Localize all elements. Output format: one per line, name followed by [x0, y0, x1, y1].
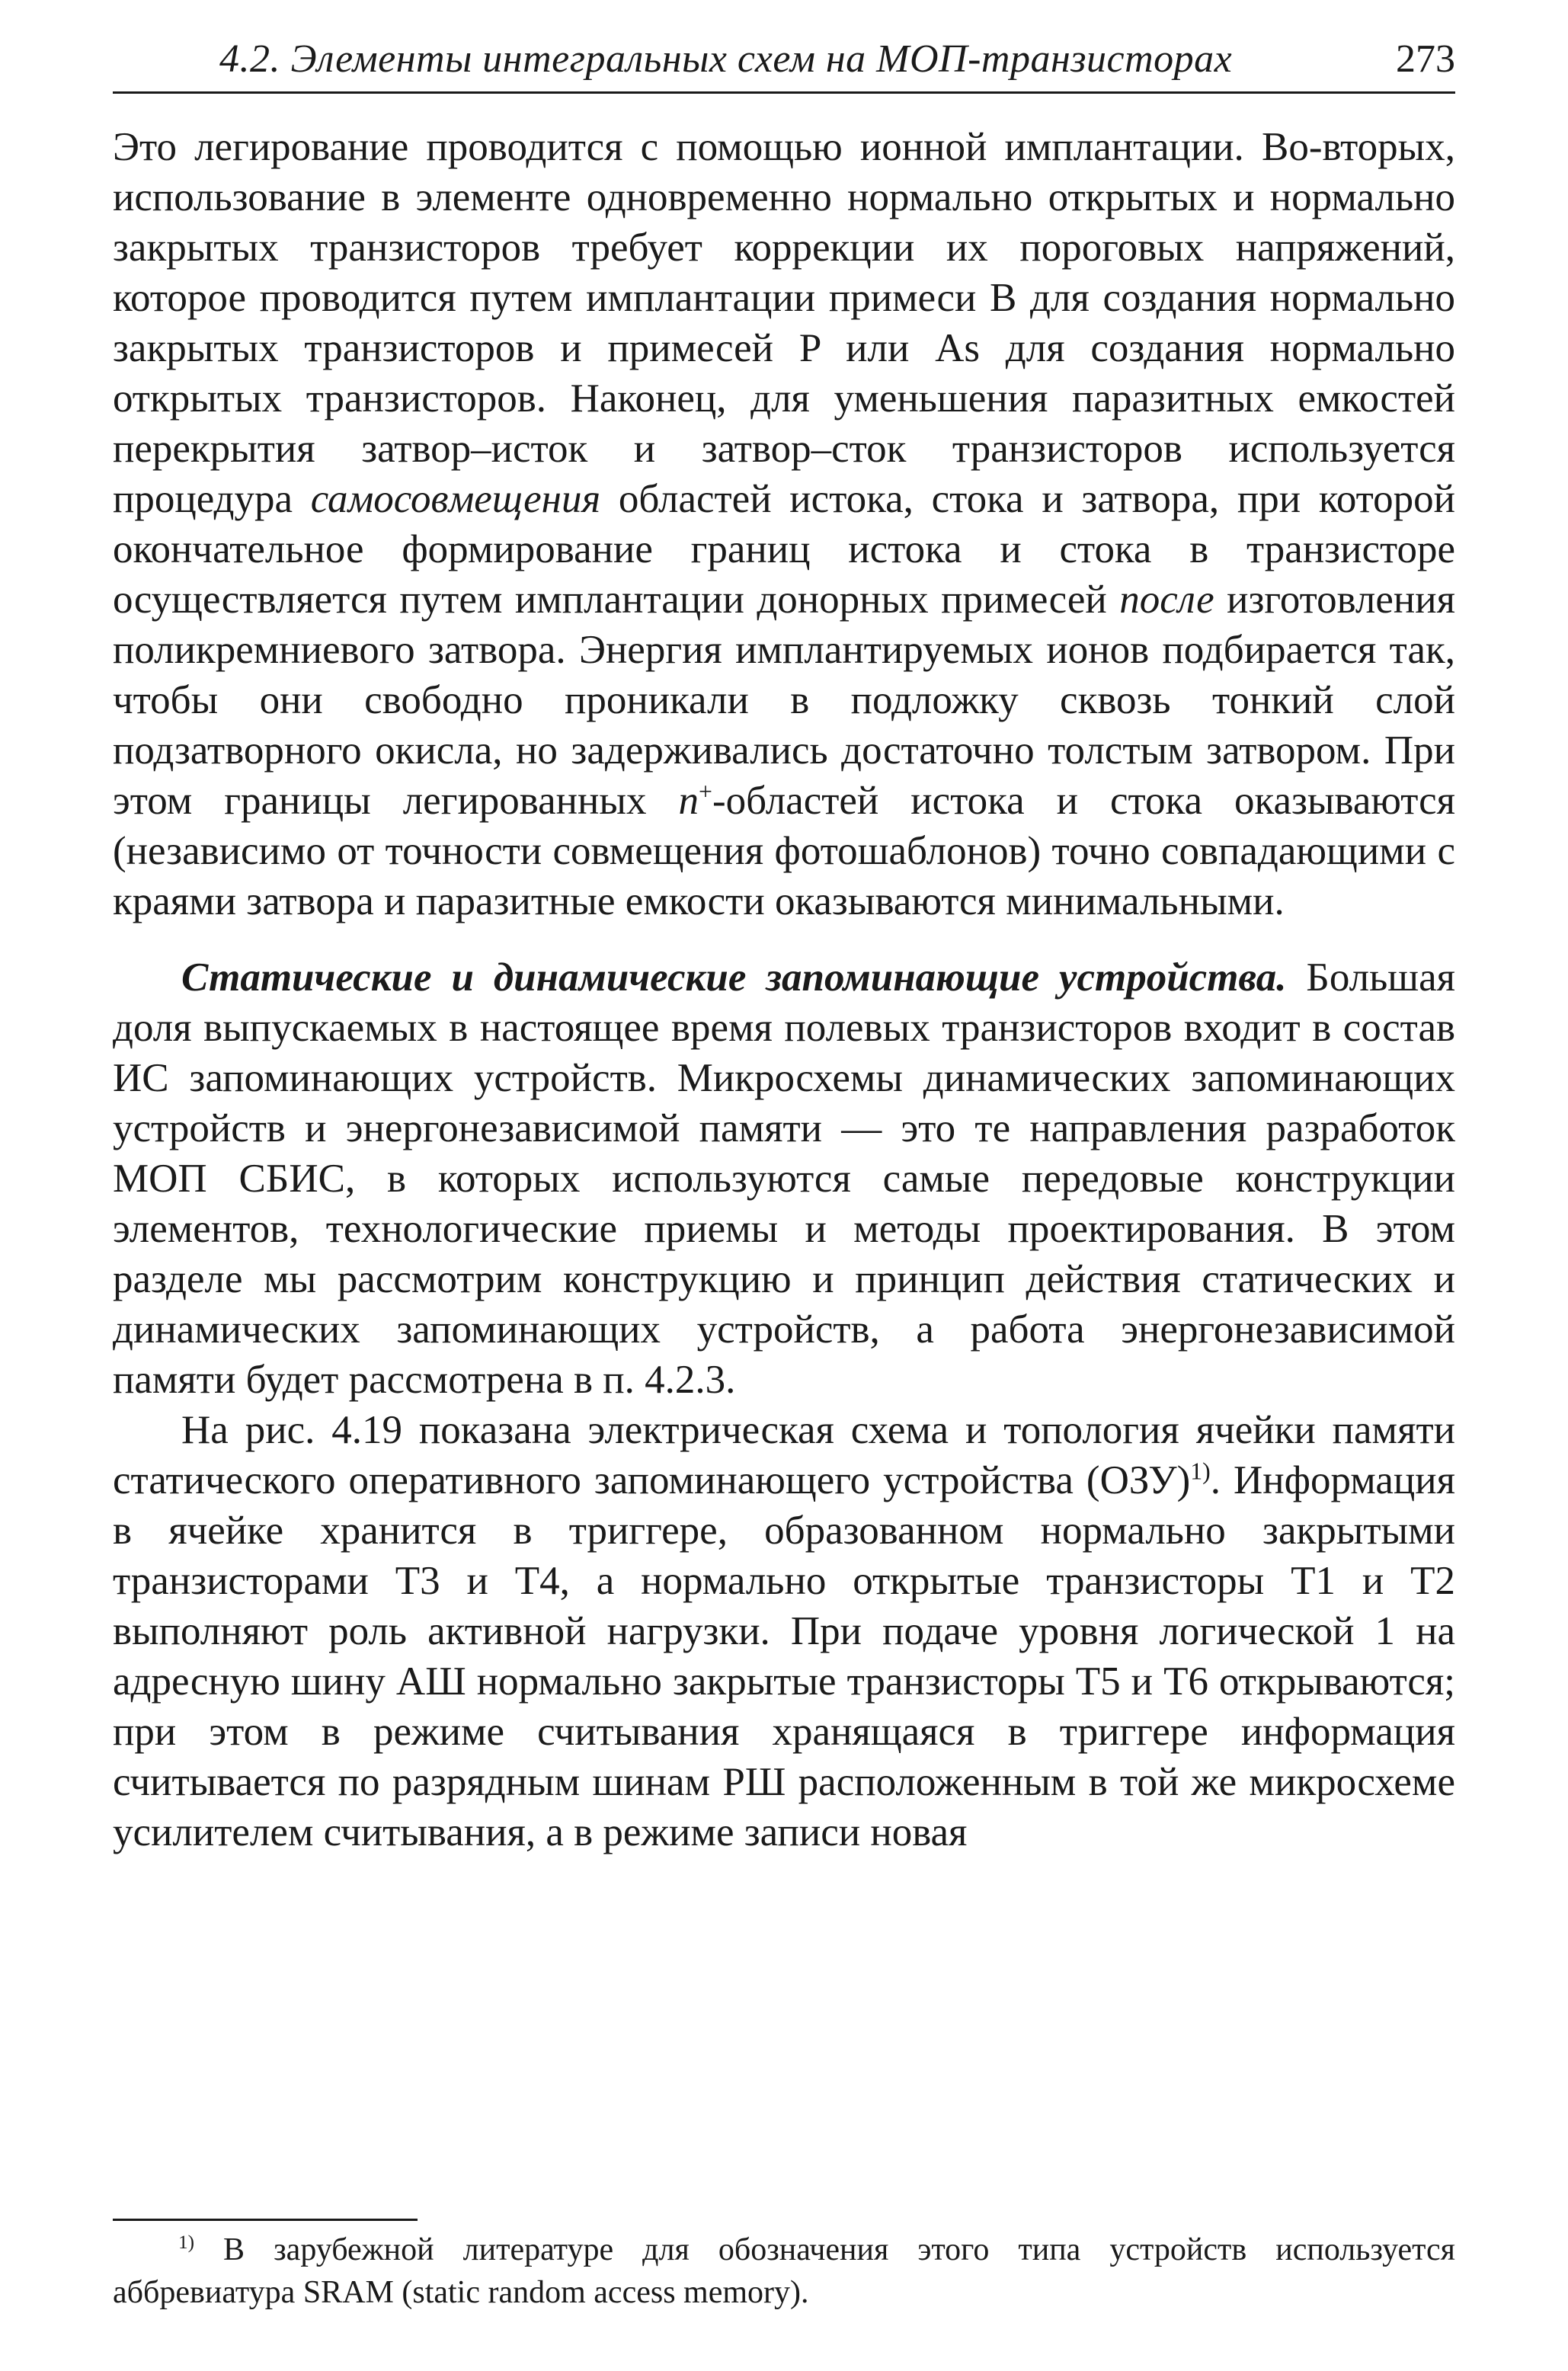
footnote-text: В зарубежной литературе для обозначения этого типа устройств используется аббревиатура SRAM (static random access memory). — [113, 2232, 1455, 2310]
paragraph-2 — [113, 952, 1455, 1405]
footnote — [113, 2229, 1455, 2314]
paragraph-1-text-d: -областей истока и стока оказываются (независимо от точности совмещения фотошаблонов) точно совпадающими с краями затвора и паразитные емкости оказываются минимальными. — [113, 779, 1455, 923]
paragraph-3-text-b: . Информация в ячейке хранится в триггере, образованном нормально закрытыми транзисторами T3 и T4, а нормально открытые транзисторы T1 и T2 выполняют роль активной нагрузки. При подаче уровня логической 1 на адресную шину АШ нормально закрытые транзисторы T5 и T6 открываются; при этом в режиме считывания хранящаяся в триггере информация считывается по разрядным шинам РШ расположенным в той же микросхеме усилителем считывания, а в режиме записи новая — [113, 1458, 1455, 1854]
paragraph-3 — [113, 1405, 1455, 1857]
term-after: после — [1119, 578, 1214, 622]
running-title: 4.2. Элементы интегральных схем на МОП-транзисторах — [219, 37, 1233, 81]
paragraph-3-text-a: На рис. 4.19 показана электрическая схема и топология ячейки памяти статического оперативного запоминающего устройства (ОЗУ) — [113, 1408, 1455, 1502]
paragraph-1-text-b: областей истока, стока и затвора, при которой окончательное формирование границ истока и стока в транзисторе осуществляется путем имплантации донорных примесей — [113, 477, 1456, 622]
running-head — [113, 30, 1455, 94]
paragraph-1-text-a: Это легирование проводится с помощью ионной имплантации. Во-вторых, использование в элементе одновременно нормально открытых и нормально закрытых транзисторов требует коррекции их пороговых напряжений, которое проводится путем имплантации примеси B для создания нормально закрытых транзисторов и примесей P или As для создания нормально открытых транзисторов. Наконец, для уменьшения паразитных емкостей перекрытия затвор–исток и затвор–сток транзисторов используется процедура — [113, 125, 1455, 521]
section-heading: Статические и динамические запоминающие устройства. — [181, 955, 1287, 1000]
footnote-mark: 1) — [178, 2232, 194, 2253]
n-superscript: + — [699, 778, 712, 805]
term-self-alignment: самосовмещения — [310, 477, 601, 521]
page-number: 273 — [1396, 37, 1455, 81]
paragraph-1 — [113, 122, 1455, 926]
body-text — [113, 122, 1455, 1857]
n-symbol: n — [678, 779, 699, 823]
paragraph-1-text-c: изготовления поликремниевого затвора. Энергия имплантируемых ионов подбирается так, чтобы они свободно проникали в подложку сквозь тонкий слой подзатворного окисла, но задерживались достаточно толстым затвором. При этом границы легированных — [113, 578, 1456, 823]
footnote-ref: 1) — [1190, 1457, 1211, 1485]
paragraph-2-text: Большая доля выпускаемых в настоящее время полевых транзисторов входит в состав ИС запоминающих устройств. Микросхемы динамических запоминающих устройств и энергонезависимой памяти — это те направления разработок МОП СБИС, в которых используются самые передовые конструкции элементов, технологические приемы и методы проектирования. В этом разделе мы рассмотрим конструкцию и принцип действия статических и динамических запоминающих устройств, а работа энергонезависимой памяти будет рассмотрена в п. 4.2.3. — [113, 955, 1455, 1402]
footnote-rule — [113, 2219, 418, 2221]
